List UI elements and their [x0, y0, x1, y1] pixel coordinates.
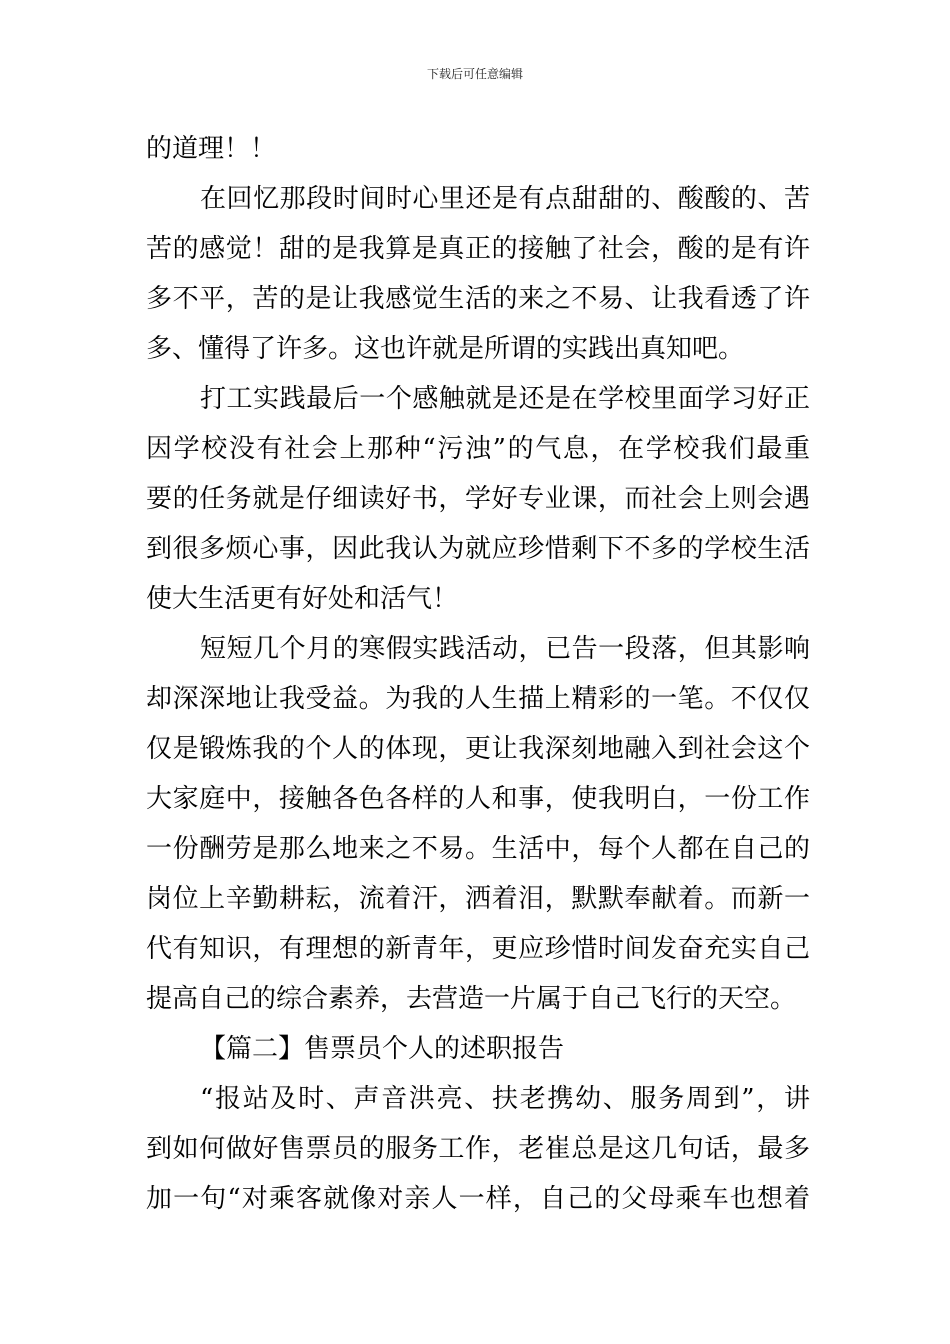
page-header-note: 下载后可任意编辑: [426, 67, 523, 81]
text-line: 苦的感觉！甜的是我算是真正的接触了社会，酸的是有许: [146, 234, 810, 264]
text-line: 一份酬劳是那么地来之不易。生活中，每个人都在自己的: [146, 834, 810, 864]
text-line: 到如何做好售票员的服务工作，老崔总是这几句话，最多: [146, 1134, 810, 1164]
text-line: 多、懂得了许多。这也许就是所谓的实践出真知吧。: [146, 334, 745, 364]
text-line: 【篇二】售票员个人的述职报告: [200, 1034, 565, 1064]
text-line: 代有知识，有理想的新青年，更应珍惜时间发奋充实自己: [146, 934, 810, 964]
text-line: 打工实践最后一个感触就是还是在学校里面学习好正: [200, 384, 810, 414]
text-line: 要的任务就是仔细读好书，学好专业课，而社会上则会遇: [146, 484, 810, 514]
text-line: 短短几个月的寒假实践活动，已告一段落，但其影响: [200, 634, 810, 664]
text-line: 到很多烦心事，因此我认为就应珍惜剩下不多的学校生活: [146, 534, 810, 564]
text-line: “报站及时、声音洪亮、扶老携幼、服务周到”，讲: [200, 1084, 810, 1114]
document-body: [146, 124, 810, 1224]
text-line: 岗位上辛勤耕耘，流着汗，洒着泪，默默奉献着。而新一: [146, 884, 810, 914]
text-line: 多不平，苦的是让我感觉生活的来之不易、让我看透了许: [146, 284, 810, 314]
text-line: 提高自己的综合素养，去营造一片属于自己飞行的天空。: [146, 984, 797, 1014]
text-line: 加一句“对乘客就像对亲人一样，自己的父母乘车也想着: [146, 1184, 810, 1214]
text-line: 大家庭中，接触各色各样的人和事，使我明白，一份工作: [146, 784, 810, 814]
text-line: 因学校没有社会上那种“污浊”的气息，在学校我们最重: [146, 434, 810, 464]
text-line: 却深深地让我受益。为我的人生描上精彩的一笔。不仅仅: [146, 684, 810, 714]
text-line: 在回忆那段时间时心里还是有点甜甜的、酸酸的、苦: [200, 184, 810, 214]
text-line: 使大生活更有好处和活气！: [146, 584, 459, 614]
text-line: 仅是锻炼我的个人的体现，更让我深刻地融入到社会这个: [146, 734, 810, 764]
text-line: 的道理！！: [146, 134, 277, 164]
